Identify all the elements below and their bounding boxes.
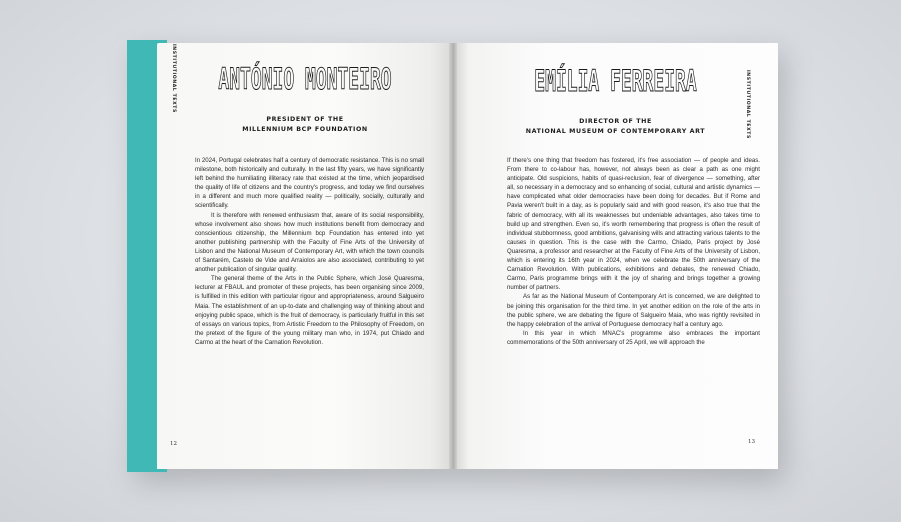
left-author-role [157, 115, 453, 135]
left-paragraph: The general theme of the Arts in the Public Sphere, which José Quaresma, lecturer at FBAUL and promoter of these projects, has been organising since 2009, is fulfilled in this edition with particular rigour and appropriateness, around Salgueiro Maia. The establishment of an up-to-date and challenging way of thinking about and enjoying public space, which is the fruit of democracy, is particularly fruitful in this set of essays on various topics, from Artistic Freedom to the Philosophy of Freedom, on the pretext of the figure of the young military man who, in 1974, put Chiado and Carmo at the heart of the Carnation Revolution. [195, 275, 424, 346]
left-author-name: ANTÓNIO MONTEIRO [218, 62, 392, 96]
right-role-line1: DIRECTOR OF THE [579, 118, 652, 125]
right-paragraph: If there's one thing that freedom has fostered, it's free association — of people and ideas. From there to co-labour has, however, not always been as clear a path as one might anticipate. Old suspicions, habits of quasi-reclusion, fear of divergence — something, after all, so necessary in a democracy and so enhancing of social, cultural and artistic dynamics — have complicated what older democracies have been doing for decades. But if Rome and Pavia weren't built in a day, as is popularly said and with good reason, it's also true that the fabric of democracy, with all its weaknesses but undeniable advantages, also takes time to build up and strengthen. Even so, it's worth remembering that progress is often the result of individual stubbornness, good ambitions, galvanising wills and attracting various talents to the causes in question. This is the case with the Carmo, Chiado, Paris project by José Quaresma, a professor and researcher at the Faculty of Fine Arts of the University of Lisbon, which is entering its 16th year in 2024, when we celebrate the 50th anniversary of the Carnation Revolution. With publications, exhibitions and debates, the renewed Chiado, Carmo, Paris programme brings with it the joy of sharing and brings together a growing number of partners. [507, 157, 760, 292]
left-page-number: 12 [170, 441, 177, 447]
left-body-text [195, 156, 424, 347]
right-page-number: 13 [748, 439, 755, 445]
left-side-label: INSTITUTIONAL TEXTS [171, 44, 176, 113]
left-role-line2: MILLENNIUM BCP FOUNDATION [242, 126, 368, 133]
right-role-line2: NATIONAL MUSEUM OF CONTEMPORARY ART [525, 128, 706, 135]
book-gutter [449, 43, 457, 469]
right-author-name: EMÍLIA FERREIRA [534, 64, 697, 98]
right-paragraph: As far as the National Museum of Contemporary Art is concerned, we are delighted to be joining this organisation for the third time. In yet another edition on the role of the arts in the public sphere, we are debating the figure of Salgueiro Maia, who was rightly revisited in the happy celebration of the arrival of Portuguese democracy half a century ago. [507, 293, 760, 328]
right-body-text [507, 156, 760, 347]
right-paragraph: In this year in which MNAC's programme also embraces the important commemorations of the 50th anniversary of 25 April, we will approach the [507, 329, 760, 346]
right-side-label: INSTITUTIONAL TEXTS [745, 70, 750, 139]
left-paragraph: It is therefore with renewed enthusiasm that, aware of its social responsibility, whose involvement also shows how much institutions benefit from democracy and conscientious citizenship, the Millennium bcp Foundation has entered into yet another publishing partnership with the Faculty of Fine Arts of the University of Lisbon and the National Museum of Contemporary Art, with which the town councils of Santarém, Castelo de Vide and Arraiolos are also associated, contributing to yet another publication of singular quality. [195, 211, 424, 274]
left-role-line1: PRESIDENT OF THE [266, 116, 344, 123]
right-author-role [453, 117, 778, 137]
left-paragraph: In 2024, Portugal celebrates half a century of democratic resistance. This is no small milestone, both historically and culturally. In the last fifty years, we have significantly left behind the humiliating illiteracy rate that existed at the time, which jeopardised the quality of life of citizens and the country's progress, and today we find ourselves in a different and much more qualified reality — politically, socially, culturally and scientifically. [195, 157, 424, 210]
